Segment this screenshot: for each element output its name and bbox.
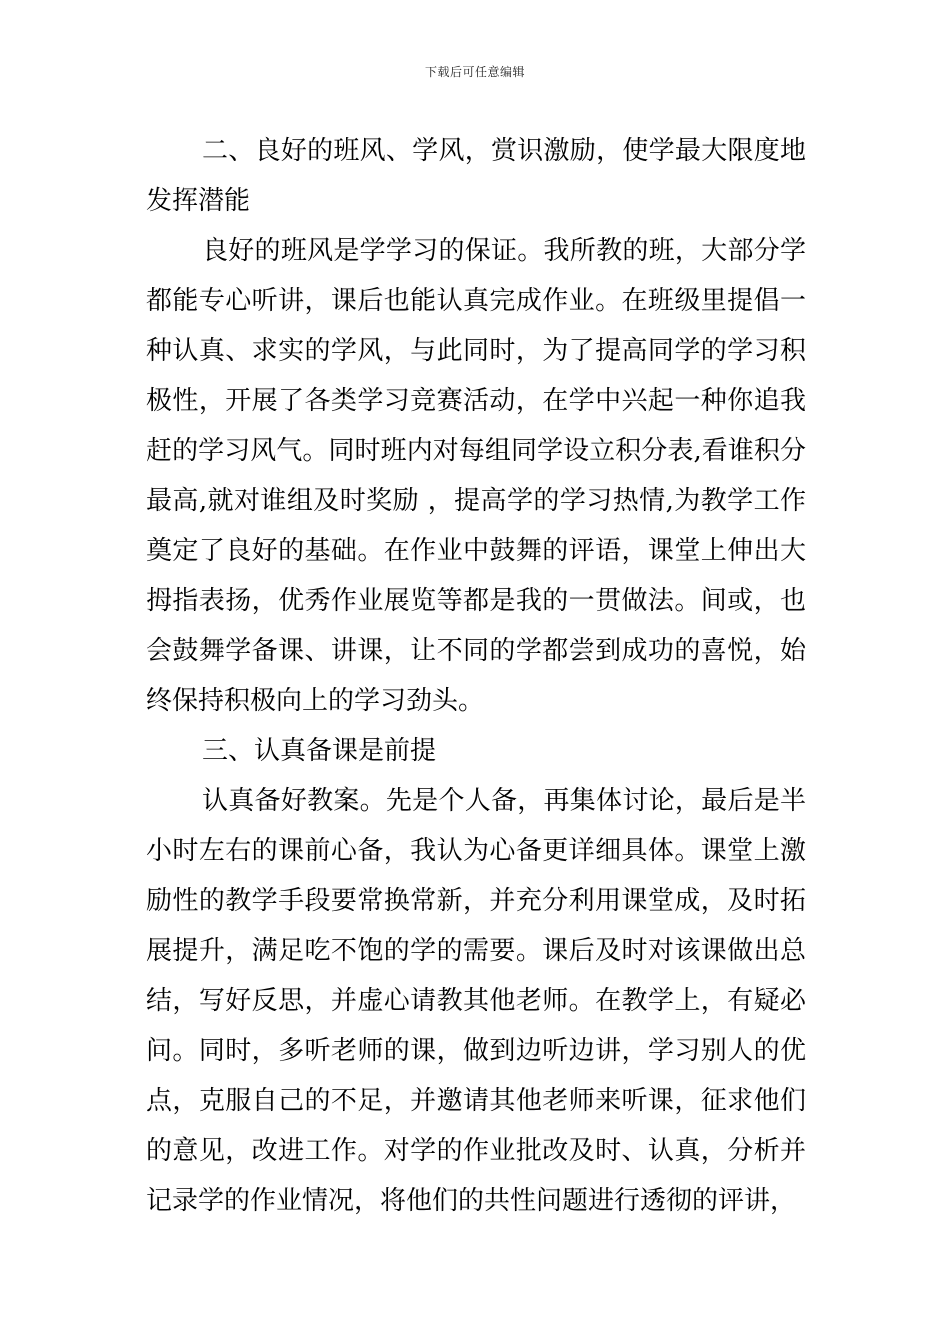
section-heading-3: 三、认真备课是前提 xyxy=(202,736,437,766)
body-paragraph: 认真备好教案。先是个人备，再集体讨论，最后是半小时左右的课前心备，我认为心备更详细具体。课堂上激励性的教学手段要常换常新，并充分利用课堂成，及时拓展提升，满足吃不饱的学的需要。课后及时对该课做出总结，写好反思，并虚心请教其他老师。在教学上，有疑必问。同时，多听老师的课，做到边听边讲，学习别人的优点，克服自己的不足，并邀请其他老师来听课，征求他们的意见，改进工作。对学的作业批改及时、认真，分析并记录学的作业情况，将他们的共性问题进行透彻的评讲， xyxy=(146,786,806,1216)
body-paragraph: 良好的班风是学学习的保证。我所教的班，大部分学都能专心听讲，课后也能认真完成作业。在班级里提倡一种认真、求实的学风，与此同时，为了提高同学的学习积极性，开展了各类学习竞赛活动，在学中兴起一种你追我赶的学习风气。同时班内对每组同学设立积分表,看谁积分最高,就对谁组及时奖励 ，提高学的学习热情,为教学工作奠定了良好的基础。在作业中鼓舞的评语，课堂上伸出大拇指表扬，优秀作业展览等都是我的一贯做法。间或，也会鼓舞学备课、讲课，让不同的学都尝到成功的喜悦，始终保持积极向上的学习劲头。 xyxy=(146,236,806,716)
section-heading-2: 二、良好的班风、学风，赏识激励，使学最大限度地发挥潜能 xyxy=(146,136,806,216)
page-header: 下载后可任意编辑 xyxy=(424,65,525,79)
document-body xyxy=(146,126,806,1226)
